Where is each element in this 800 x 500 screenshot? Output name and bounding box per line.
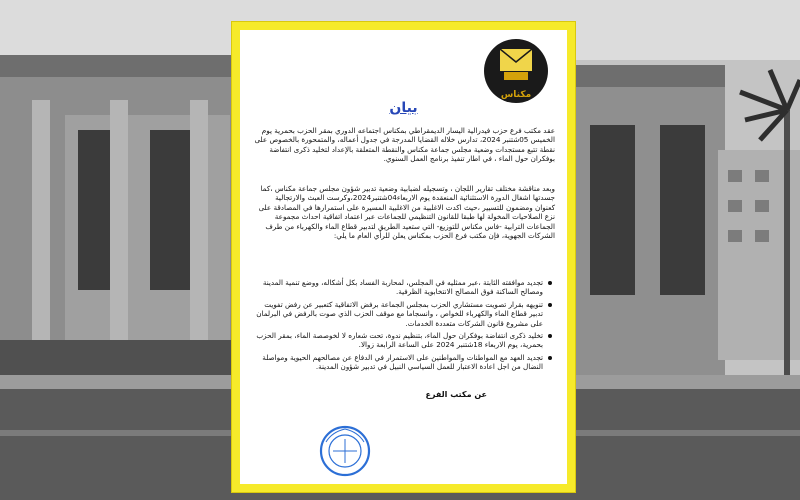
- statement-item: تجديد موافقته الثابتة ،عبر ممثليه في المجلس، لمحاربة الفساد بكل أشكاله، ووضع تنمية المدينة ومصالح الساكنة فوق المصالح الانتخابوية الظرفية.: [254, 278, 543, 297]
- statement-item: تجديد العهد مع المواطنات والمواطنين على الاستمرار في الدفاع عن مصالحهم الحيوية ومواصلة النضال من اجل اعادة الاعتبار للعمل السياسي النبيل في تدبير شؤون المدينة.: [254, 353, 543, 372]
- statement-item: تنويهه بقرار تصويت مستشاري الحزب بمجلس الجماعة برفض الاتفاقية كتعبير عن رفض تفويت تدبير قطاع الماء والكهرباء للخواص ، وانسجاما مع موقف الحزب الذي صوت بالرفض في البرلمان على مشروع قانون الشركات متعددة الخدمات.: [254, 300, 543, 328]
- document-page: [240, 30, 567, 484]
- paragraph-discussion: وبعد مناقشة مختلف تقارير اللجان ، وتسجيله لضبابية وضعية تدبير شؤون مجلس جماعة مكناس ،كما جسدتها اشغال الدورة الاستثنائية المنعقدة يوم الاربعاء04شتنبر2024،وكرست العبث والارتجالية كعنوان ومضمون للتسيير ،حيث اكدت الاغلبية من الاغلبية المسيرة على استمرارها في المصادقة على نزع الصلاحيات المخولة لها طبقا للقانون التنظيمي للجماعات عبر اعتماد اتفاقية احداث مجموعة الجماعات الترابية -فاس مكناس للتوزيع- التي ستعيد الطريق لتدبير قطاع الماء والكهرباء من طرف الشركات الجهوية، فإن مكتب فرع الحزب بمكناس يعلن للرأي العام ما يلي:: [258, 184, 555, 241]
- logo-caption: مكناس: [500, 90, 532, 100]
- statement-item: تخليد ذكرى انتفاضة بوفكران حول الماء، بتنظيم ندوة، تحت شعاره لا لخوصصة الماء، بمقر الحزب بحمرية، يوم الاربعاء 18شتنبر 2024 على الساعة الرابعة زوالا.: [254, 331, 543, 350]
- paragraph-intro: عقد مكتب فرع حزب فيدرالية اليسار الديمقراطي بمكناس اجتماعه الدوري بمقر الحزب بحمرية يوم الخميس 05شتنبر 2024، تدارس خلاله القضايا المدرجة في جدول أعماله، والمتمحورة بالخصوص على نقطة تتبع مستجدات وضعية مجلس جماعة مكناس والنقطة المتعلقة بالإعداد لتخليد ذكرى انتفاضة بوفكران حول الماء ، في اطار تنفيذ برنامج العمل السنوي.: [254, 126, 555, 164]
- document-title: بيان: [389, 100, 418, 116]
- signature: عن مكتب الفرع: [425, 390, 487, 399]
- statement-document: [231, 21, 576, 493]
- stamp-icon: [318, 424, 372, 478]
- statement-items: [254, 278, 555, 375]
